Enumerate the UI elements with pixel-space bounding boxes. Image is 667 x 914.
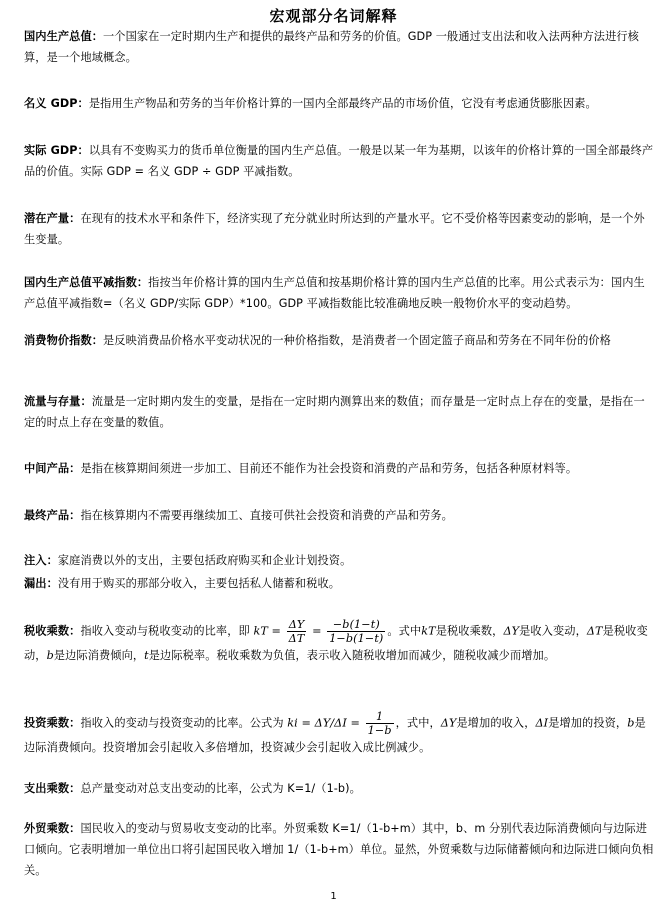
entry-text: 在现有的技术水平和条件下，经济实现了充分就业时所达到的产量水平。它不受价格等因素变动的影响，是一个外生变量。 <box>24 212 645 246</box>
entry-term: 税收乘数： <box>24 624 81 638</box>
entry-text: 是反映消费品价格水平变动状况的一种价格指数，是消费者一个固定篮子商品和劳务在不同年份的价格 <box>103 334 611 347</box>
entry-term: 国内生产总值平减指数： <box>24 276 149 289</box>
entry-injection <box>24 550 656 571</box>
fraction-investment-multiplier: $\frac{1}{1-b}$ <box>367 710 392 737</box>
entry-text: 以具有不变购买力的货币单位衡量的国内生产总值。一般是以某一年为基期，以该年的价格计算的一国全部最终产品的价值。实际 GDP = 名义 GDP ÷ GDP 平减指数。 <box>24 144 654 178</box>
entry-text: 指在核算期内不需要再继续加工、直接可供社会投资和消费的产品和劳务。 <box>80 509 453 522</box>
entry-expenditure-multiplier <box>24 778 656 799</box>
entry-text: 指收入变动与税收变动的比率，即 <box>80 624 250 638</box>
entry-term: 最终产品： <box>24 509 81 522</box>
entry-text: 国民收入的变动与贸易收支变动的比率。外贸乘数 K=1/（1-b+m）其中，b、m 分别代表边际消费倾向与边际进口倾向。它表明增加一单位出口将引起国民收入增加 1/（1-b+m）单位。显然，外贸乘数与边际储蓄倾向和边际进口倾向负相关。 <box>24 822 654 877</box>
entry-term: 漏出： <box>24 577 58 590</box>
entry-text: 流量是一定时期内发生的变量，是指在一定时期内测算出来的数值；而存量是一定时点上存在的变量，是指在一定的时点上存在变量的数值。 <box>24 395 645 429</box>
fraction-tax-multiplier: $\frac{-b(1-t)}{1-b(1-t)}$ <box>329 618 384 645</box>
investment-multiplier-symbol: ki = ΔY/ΔI = <box>287 716 361 730</box>
entry-text: 指收入的变动与投资变动的比率。公式为 <box>80 716 284 730</box>
entry-tax-multiplier: 税收乘数：指收入变动与税收变动的比率，即 kT = $\frac{\Delta Y}{\Delta T}$ = $\frac{-b(1-t)}{1-b(1-t)}$ 。式中kT是税收乘数，ΔY是收入变动，ΔT是税收变动，b是边际消费倾向，t是边际税率。税收乘数为负值，表示收入随税收增加而减少，随税收减少而增加。 <box>24 618 648 662</box>
entry-real-gdp <box>24 140 656 182</box>
entry-term: 投资乘数： <box>24 716 81 730</box>
entry-text: 指按当年价格计算的国内生产总值和按基期价格计算的国内生产总值的比率。用公式表示为：国内生产总值平减指数=（名义 GDP/实际 GDP）*100。GDP 平减指数能比较准确地反映一般物价水平的变动趋势。 <box>24 276 645 310</box>
entry-trade-multiplier <box>24 818 656 881</box>
entry-investment-multiplier: 投资乘数：指收入的变动与投资变动的比率。公式为 ki = ΔY/ΔI = $\frac{1}{1-b}$ ，式中，ΔY是增加的收入，ΔI是增加的投资，b是边际消费倾向。投资增加会引起收入多倍增加，投资减少会引起收入成比例减少。 <box>24 710 646 754</box>
entry-term: 流量与存量： <box>24 395 92 408</box>
entry-nominal-gdp <box>24 93 656 114</box>
entry-term: 名义 GDP： <box>24 97 89 110</box>
entry-term: 国内生产总值： <box>24 30 104 43</box>
page-title: 宏观部分名词解释 <box>269 7 398 25</box>
entry-text: 是指用生产物品和劳务的当年价格计算的一国内全部最终产品的市场价值，它没有考虑通货膨胀因素。 <box>88 97 597 110</box>
entry-gdp <box>24 26 656 68</box>
entry-potential-output <box>24 208 656 250</box>
entry-term: 实际 GDP： <box>24 144 89 157</box>
entry-term: 注入： <box>24 554 58 567</box>
entry-final-goods <box>24 505 656 526</box>
entry-term: 支出乘数： <box>24 782 81 795</box>
page-number: 1 <box>330 891 337 902</box>
entry-term: 潜在产量： <box>24 212 81 225</box>
entry-text: 是指在核算期间须进一步加工、目前还不能作为社会投资和消费的产品和劳务，包括各种原材料等。 <box>80 462 578 475</box>
entry-term: 中间产品： <box>24 462 81 475</box>
entry-flow-stock <box>24 391 656 433</box>
entry-text: 总产量变动对总支出变动的比率，公式为 K=1/（1-b)。 <box>80 782 361 795</box>
entry-term: 外贸乘数： <box>24 822 81 835</box>
entry-text: 家庭消费以外的支出，主要包括政府购买和企业计划投资。 <box>57 554 352 567</box>
entry-leakage <box>24 573 656 594</box>
tax-multiplier-symbol: kT = <box>253 624 282 638</box>
entry-gdp-deflator <box>24 272 656 314</box>
equals-sign: = <box>312 624 322 638</box>
entry-term: 消费物价指数： <box>24 334 104 347</box>
fraction-dy-dt: $\frac{\Delta Y}{\Delta T}$ <box>288 618 305 645</box>
entry-intermediate-goods <box>24 458 656 479</box>
entry-cpi <box>24 330 656 351</box>
entry-text: 没有用于购买的那部分收入，主要包括私人储蓄和税收。 <box>57 577 341 590</box>
entry-text: 一个国家在一定时期内生产和提供的最终产品和劳务的价值。GDP 一般通过支出法和收入法两种方法进行核算，是一个地域概念。 <box>24 30 639 64</box>
